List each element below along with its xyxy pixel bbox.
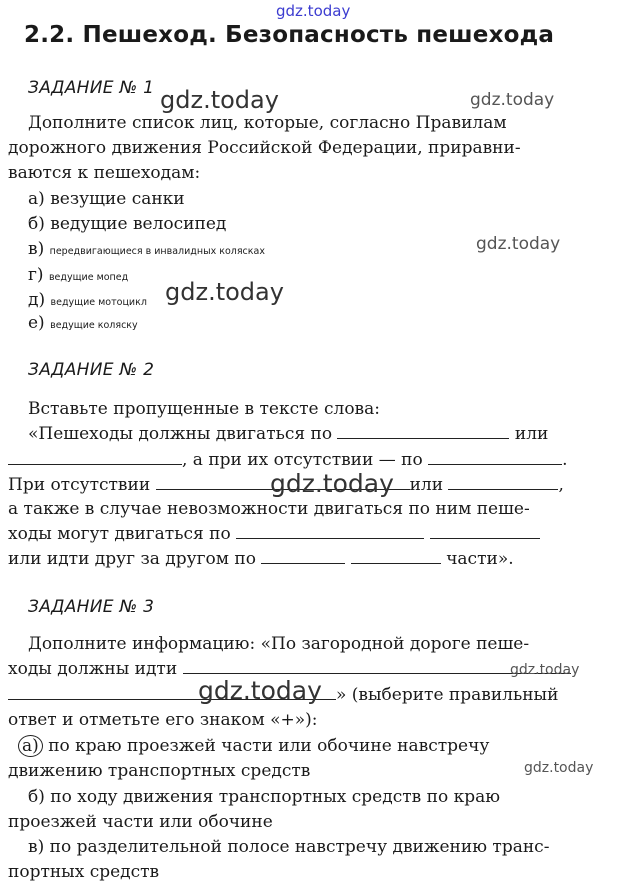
task3-line-3: » (выберите правильный: [8, 683, 558, 707]
blank-2[interactable]: [8, 448, 182, 465]
watermark-4: gdz.today: [165, 278, 284, 306]
blank-8[interactable]: [261, 547, 345, 564]
task1-item-a: а) везущие санки: [28, 189, 185, 209]
task2-line-3: , а при их отсутствии — по .: [8, 448, 568, 472]
task2-line-4: При отсутствии или ,: [8, 475, 564, 495]
task3-line-4: ответ и отметьте его знаком «+»):: [8, 710, 318, 730]
blank-7[interactable]: [430, 522, 540, 539]
task1-text-2: дорожного движения Российской Федерации, приравни-: [8, 138, 521, 158]
task3-option-b-line2: проезжей части или обочине: [8, 812, 273, 832]
watermark-2: gdz.today: [470, 90, 555, 110]
page-title: 2.2. Пешеход. Безопасность пешехода: [24, 22, 555, 48]
task3-heading: ЗАДАНИЕ № 3: [28, 597, 155, 617]
task3-line-1: Дополните информацию: «По загородной дороге пеше-: [28, 634, 530, 654]
selected-answer-circle: а): [18, 735, 43, 757]
task2-line-7: или идти друг за другом по части».: [8, 549, 514, 569]
task1-heading: ЗАДАНИЕ № 1: [28, 78, 155, 98]
watermark-6: gdz.today: [510, 662, 580, 678]
watermark-7: gdz.today: [198, 676, 322, 705]
blank-9[interactable]: [351, 547, 441, 564]
task1-item-d: д) ведущие мотоцикл: [28, 290, 147, 310]
task2-line-6: ходы могут двигаться по: [8, 522, 540, 546]
task2-line-2: «Пешеходы должны двигаться по или: [28, 424, 549, 444]
task3-option-v: в) по разделительной полосе навстречу движению транс-: [28, 837, 550, 857]
task1-text-1: Дополните список лиц, которые, согласно Правилам: [28, 113, 507, 133]
task3-option-b: б) по ходу движения транспортных средств по краю: [28, 787, 501, 807]
task3-option-a-line2: движению транспортных средств: [8, 761, 311, 781]
task2-line-1: Вставьте пропущенные в тексте слова:: [28, 399, 380, 419]
watermark-1: gdz.today: [160, 86, 279, 114]
blank-6[interactable]: [236, 522, 424, 539]
task3-line-2: ходы должны идти: [8, 657, 571, 681]
task3-option-a: а) по краю проезжей части или обочине навстречу: [18, 734, 489, 758]
blank-3[interactable]: [428, 448, 562, 465]
task1-item-g: г) ведущие мопед: [28, 265, 129, 285]
task1-text-3: ваются к пешеходам:: [8, 163, 201, 183]
blank-5[interactable]: [448, 473, 558, 490]
watermark-3: gdz.today: [476, 234, 561, 254]
task2-heading: ЗАДАНИЕ № 2: [28, 360, 155, 380]
watermark-8: gdz.today: [524, 760, 594, 776]
task1-item-b: б) ведущие велосипед: [28, 214, 227, 234]
watermark-5: gdz.today: [270, 469, 394, 498]
task3-option-v-line2: портных средств: [8, 862, 160, 882]
blank-1[interactable]: [337, 422, 509, 439]
task2-line-5: а также в случае невозможности двигаться по ним пеше-: [8, 499, 530, 519]
task1-item-e: е) ведущие коляску: [28, 313, 138, 333]
watermark-top: gdz.today: [276, 2, 351, 20]
task1-item-v: в) передвигающиеся в инвалидных колясках: [28, 239, 265, 259]
